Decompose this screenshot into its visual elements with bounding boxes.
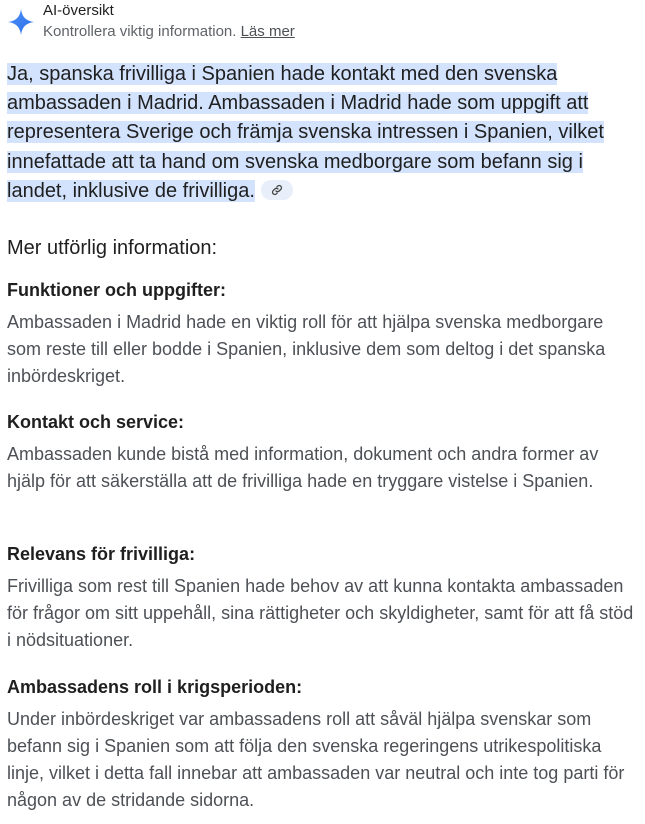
section-body: Ambassaden i Madrid hade en viktig roll för att hjälpa svenska medborgare som reste till eller bodde i Spanien, inklusive dem som deltog i det spanska inbördeskriget. [7, 312, 606, 386]
ai-overview-title: AI-översikt [43, 2, 114, 19]
detail-section-war-role [7, 676, 637, 814]
ai-overview-disclaimer [43, 23, 295, 41]
source-link-button[interactable] [261, 180, 293, 200]
section-body: Ambassaden kunde bistå med information, dokument och andra former av hjälp för att säkerställa att de frivilliga hade en tryggare vistelse i Spanien. [7, 444, 599, 491]
link-icon [271, 184, 283, 196]
section-title: Ambassadens roll i krigsperioden: [7, 677, 303, 697]
section-body: Frivilliga som rest till Spanien hade behov av att kunna kontakta ambassaden för frågor om sitt uppehåll, sina rättigheter och skyldigheter, samt för att få stöd i nödsituationer. [7, 576, 634, 650]
summary-text: Ja, spanska frivilliga i Spanien hade kontakt med den svenska ambassaden i Madrid. Ambassaden i Madrid hade som uppgift att representera Sverige och främja svenska intressen i Spanien, vilket innefattade att ta hand om svenska medborgare som befann sig i landet, inklusive de frivilliga. [7, 63, 604, 202]
detail-section-relevance [7, 543, 637, 654]
section-title: Funktioner och uppgifter: [7, 280, 226, 300]
section-title: Relevans för frivilliga: [7, 544, 196, 564]
details-heading: Mer utförlig information: [7, 237, 218, 259]
summary-answer [7, 60, 643, 206]
detail-section-contact [7, 411, 637, 495]
section-body: Under inbördeskriget var ambassadens roll att såväl hjälpa svenskar som befann sig i Spanien som att följa den svenska regeringens utrikespolitiska linje, vilket i detta fall innebar att ambassaden var neutral och inte tog parti för någon av de stridande sidorna. [7, 709, 625, 810]
disclaimer-text: Kontrollera viktig information. [43, 23, 237, 40]
detail-section-functions [7, 279, 637, 390]
section-title: Kontakt och service: [7, 412, 185, 432]
sparkle-icon [7, 8, 35, 36]
ai-overview-header [7, 2, 637, 42]
learn-more-link[interactable]: Läs mer [240, 23, 295, 40]
